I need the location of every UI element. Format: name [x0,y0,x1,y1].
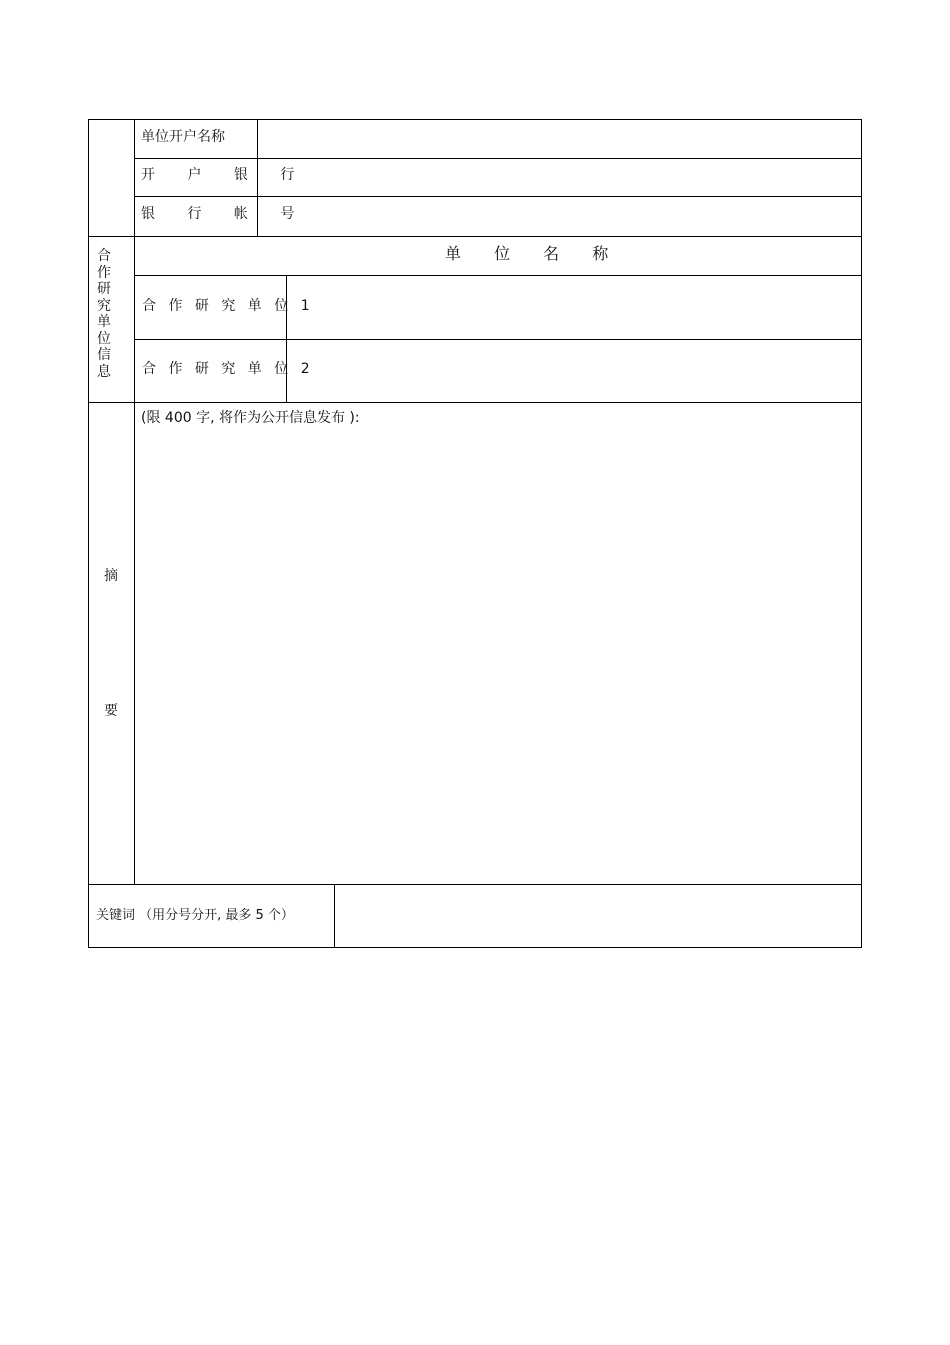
side-column-divider [134,119,135,884]
keywords-field[interactable] [336,885,860,946]
keywords-label: 关键词 （用分号分开, 最多 5 个） [96,908,294,923]
abstract-side-label-1: 摘 [104,568,118,584]
keywords-divider [334,884,335,947]
abstract-side-label-2: 要 [104,703,118,719]
partner-header: 单 位 名 称 [445,244,623,263]
abstract-field[interactable] [136,430,860,882]
partner-section-bottom [88,402,862,403]
account-name-field[interactable] [259,120,860,157]
table-left-border [88,119,89,948]
account-name-label: 单位开户名称 [141,129,225,145]
partner-unit-2-field[interactable] [288,340,860,401]
bank-section-bottom [88,236,862,237]
account-no-label: 银 行 帐 号 [141,206,309,222]
abstract-hint: (限 400 字, 将作为公开信息发布 ): [141,410,360,426]
partner-unit-2-label: 合 作 研 究 单 位 2 [142,361,314,377]
partner-unit-1-field[interactable] [288,276,860,338]
bank-field[interactable] [259,159,860,195]
bank-label: 开 户 银 行 [141,167,309,183]
partner-unit-1-label: 合 作 研 究 单 位 1 [142,298,314,314]
table-right-border [861,119,862,948]
partner-side-label: 合 作 研 究 单 位 信 息 [97,248,111,380]
account-no-field[interactable] [259,197,860,235]
table-bottom-border [88,947,862,948]
